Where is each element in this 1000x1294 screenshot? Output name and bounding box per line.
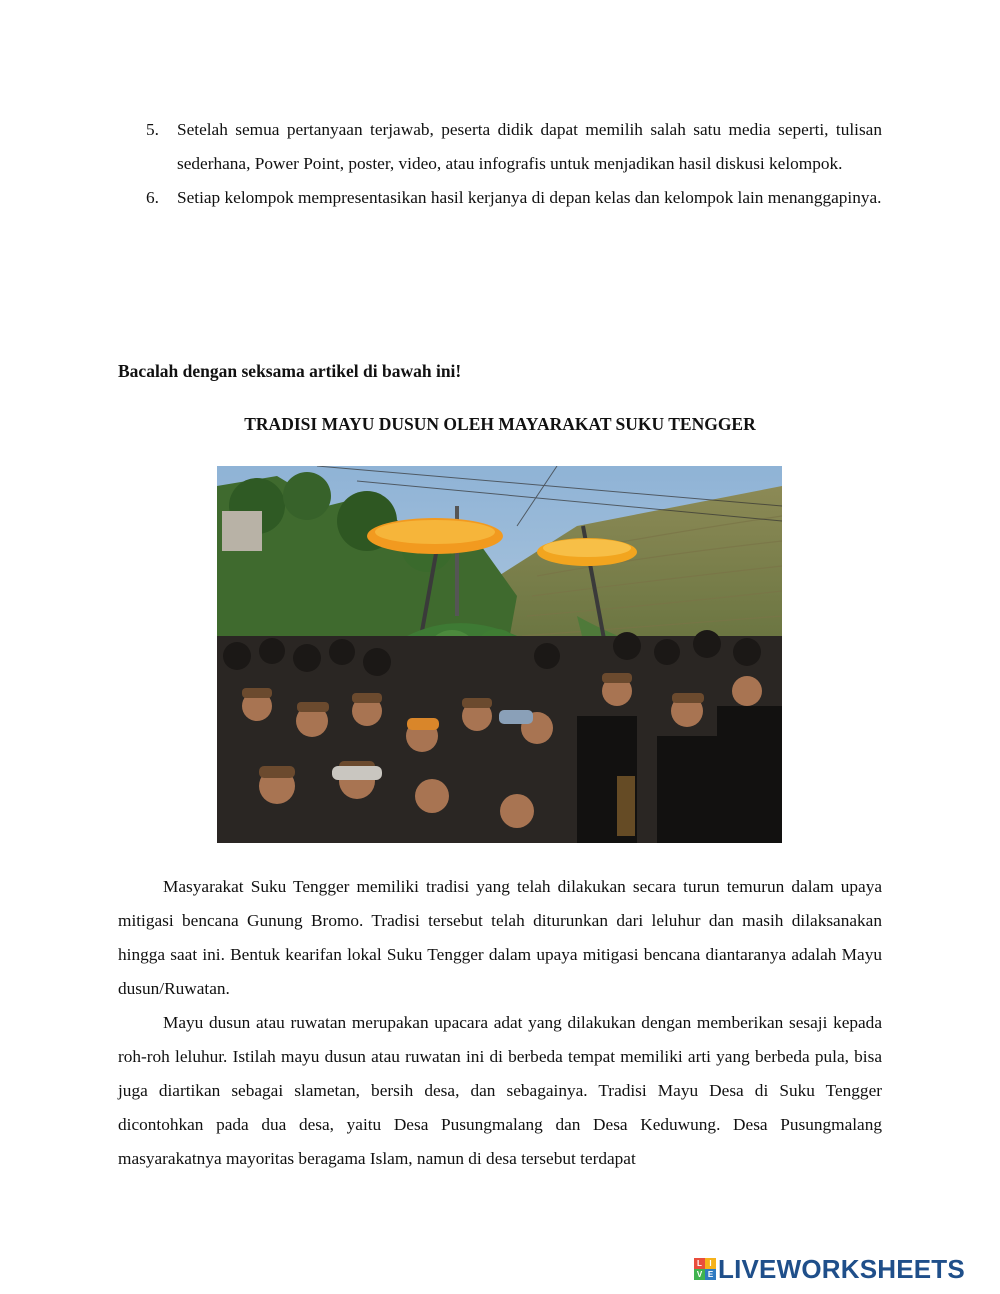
- list-item: [118, 113, 882, 181]
- liveworksheets-mark-icon: [694, 1258, 716, 1280]
- article-paragraph: Masyarakat Suku Tengger memiliki tradisi yang telah dilakukan secara turun temurun dalam upaya mitigasi bencana Gunung Bromo. Tradisi tersebut telah diturunkan dari leluhur dan masih dilaksanakan hingga saat ini. Bentuk kearifan lokal Suku Tengger dalam upaya mitigasi bencana diantaranya adalah Mayu dusun/Ruwatan.: [118, 877, 882, 998]
- mark-letter: E: [705, 1269, 716, 1280]
- step-number: 6.: [146, 188, 159, 207]
- list-item: [118, 181, 882, 215]
- steps-list: [118, 113, 882, 215]
- step-number: 5.: [146, 120, 159, 139]
- liveworksheets-logo[interactable]: [694, 1253, 965, 1285]
- mark-letter: L: [694, 1258, 705, 1269]
- article-body: [118, 870, 882, 1176]
- ceremony-photo: [217, 466, 782, 843]
- step-text: Setelah semua pertanyaan terjawab, peserta didik dapat memilih salah satu media seperti, tulisan sederhana, Power Point, poster, video, atau infografis untuk menjadikan hasil diskusi kelompok.: [177, 120, 882, 173]
- mark-letter: V: [694, 1269, 705, 1280]
- article-title: TRADISI MAYU DUSUN OLEH MAYARAKAT SUKU TENGGER: [244, 414, 756, 434]
- brand-name: LIVEWORKSHEETS: [718, 1253, 965, 1284]
- article-paragraph: Mayu dusun atau ruwatan merupakan upacara adat yang dilakukan dengan memberikan sesaji kepada roh-roh leluhur. Istilah mayu dusun atau ruwatan ini di berbeda tempat memiliki arti yang berbeda pula, bisa juga diartikan sebagai slametan, bersih desa, dan sebagainya. Tradisi Mayu Desa di Suku Tengger dicontohkan pada dua desa, yaitu Desa Pusungmalang dan Desa Keduwung. Desa Pusungmalang masyarakatnya mayoritas beragama Islam, namun di desa tersebut terdapat: [118, 1013, 882, 1168]
- reading-instruction: Bacalah dengan seksama artikel di bawah ini!: [118, 361, 462, 381]
- mark-letter: I: [705, 1258, 716, 1269]
- step-text: Setiap kelompok mempresentasikan hasil kerjanya di depan kelas dan kelompok lain menanggapinya.: [177, 188, 882, 207]
- ceremony-photo-illustration: [217, 466, 782, 843]
